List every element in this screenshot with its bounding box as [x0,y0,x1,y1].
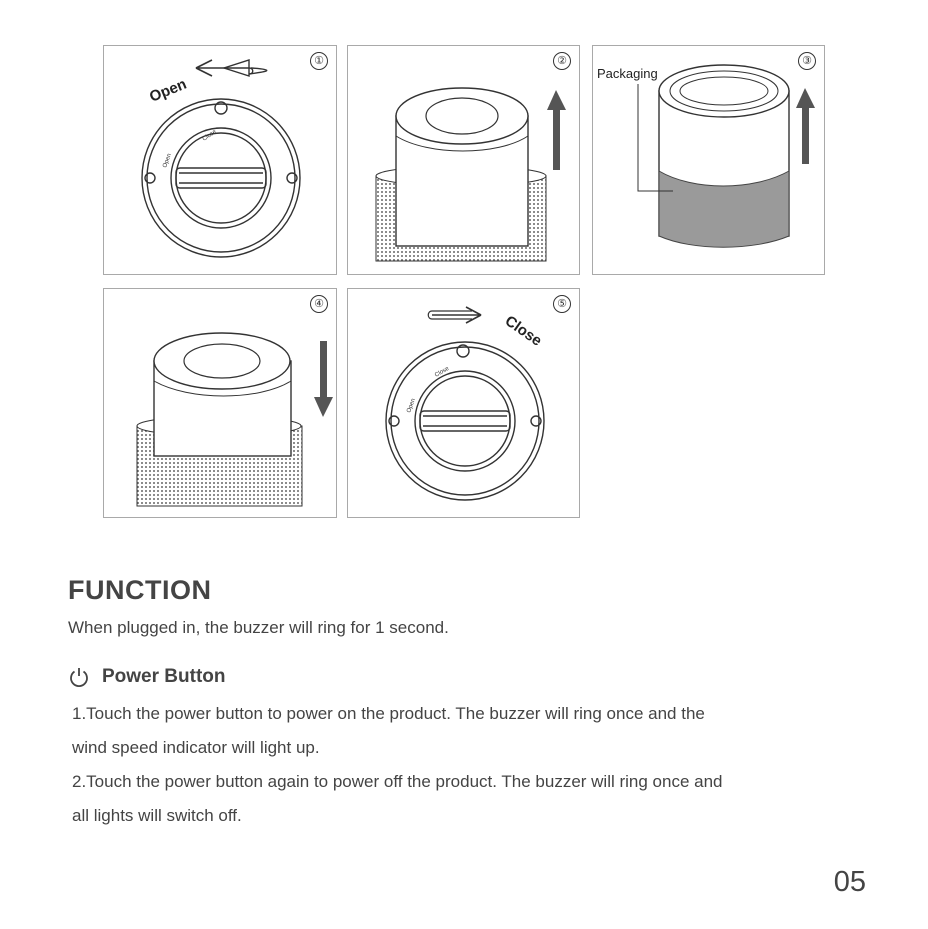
power-icon [68,666,90,688]
power-line-4: all lights will switch off. [72,806,242,825]
step-3-number: ③ [798,52,816,70]
close-caption: Close [501,312,545,350]
power-line-3: 2.Touch the power button again to power off the product. The buzzer will ring once and [72,772,723,791]
open-caption: Open [147,75,190,106]
page-number: 05 [833,866,866,898]
packaging-label: Packaging [597,66,658,81]
step-1-illustration [104,46,337,275]
step-2-panel [347,45,580,275]
step-2-illustration [348,46,580,275]
power-button-heading [68,666,226,688]
step-2-number: ② [553,52,571,70]
power-line-2: wind speed indicator will light up. [72,738,320,757]
dial-close-text-5: Close [434,365,451,379]
step-3-panel [592,45,825,275]
step-5-illustration [348,289,580,518]
function-heading: FUNCTION [68,575,212,605]
power-line-1: 1.Touch the power button to power on the product. The buzzer will ring once and the [72,704,705,723]
dial-close-text: Close [201,128,218,143]
step-4-illustration [104,289,337,518]
power-button-title: Power Button [102,666,226,687]
dial-open-text-5: Open [406,397,417,414]
step-4-number: ④ [310,295,328,313]
function-intro: When plugged in, the buzzer will ring for 1 second. [68,618,449,637]
step-5-panel [347,288,580,518]
dial-open-text: Open [162,152,173,169]
step-1-panel [103,45,337,275]
step-4-panel [103,288,337,518]
step-1-number: ① [310,52,328,70]
step-5-number: ⑤ [553,295,571,313]
